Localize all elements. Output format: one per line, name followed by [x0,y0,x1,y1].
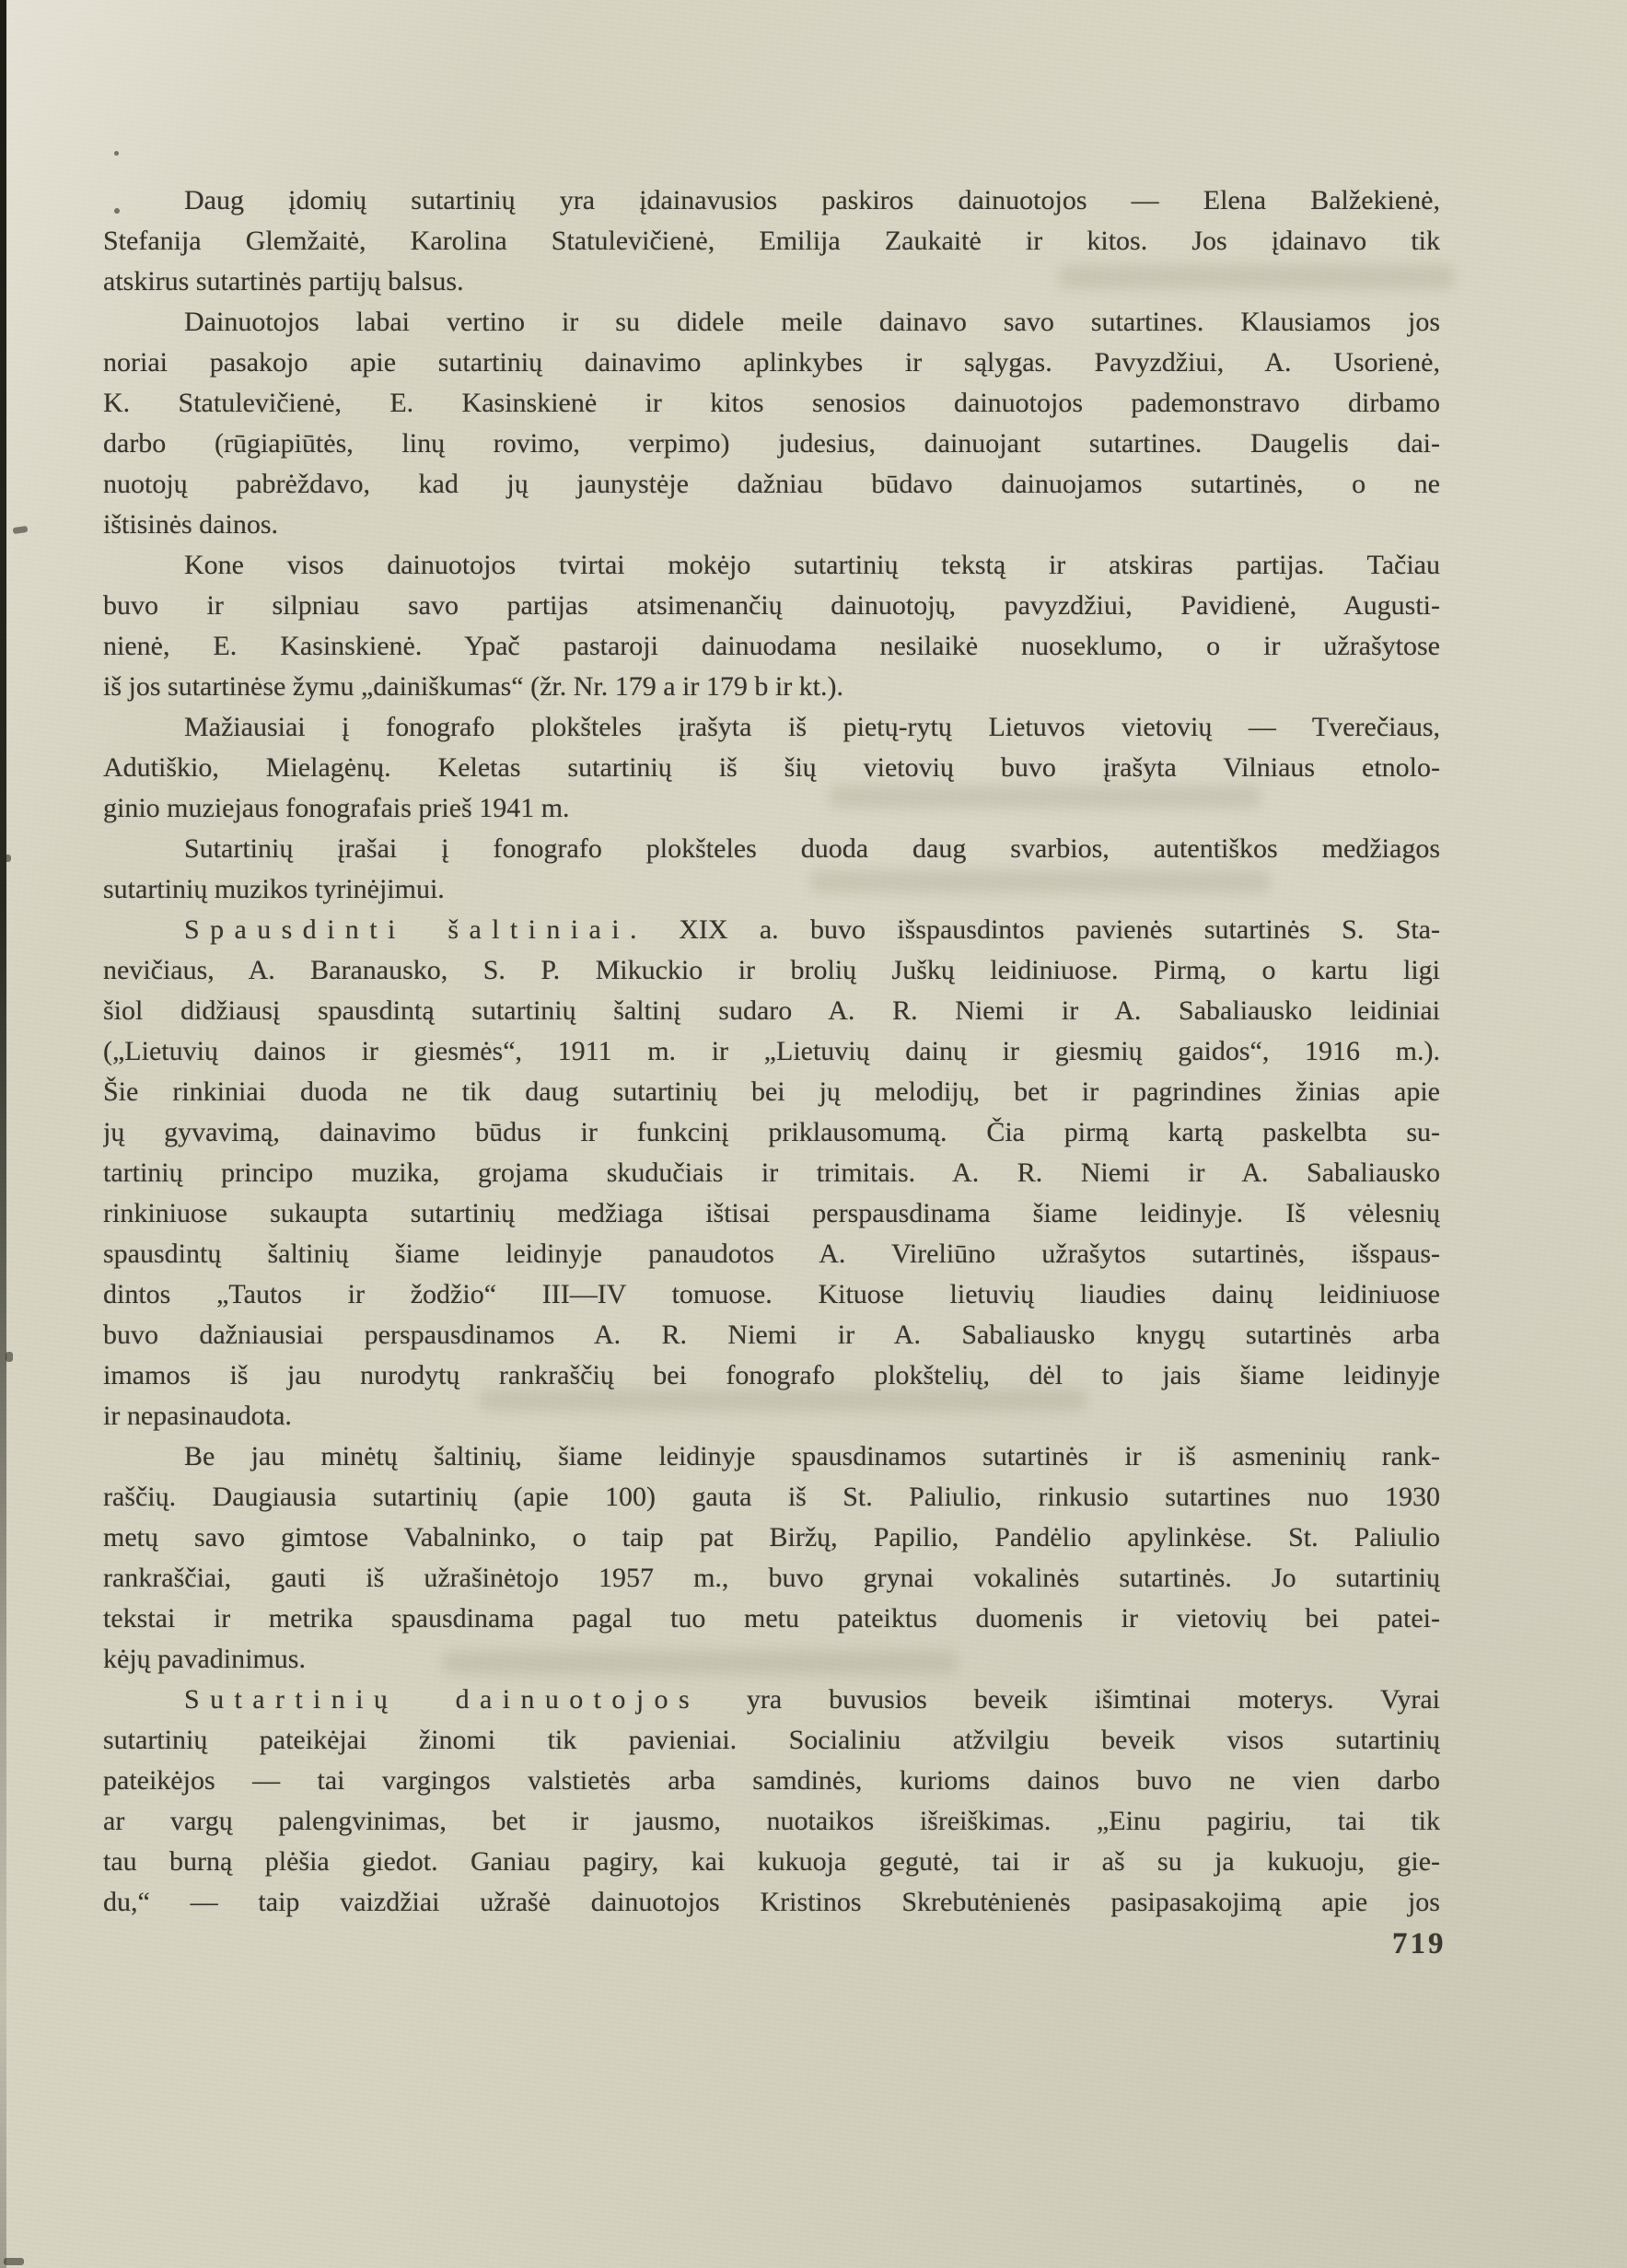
section-heading-line [103,1680,1440,1720]
text-line: jų gyvavimą, dainavimo būdus ir funkcinį priklausomumą. Čia pirmą kartą paskelbta su- [103,1117,1440,1147]
section-heading-line [103,910,1440,950]
text-line: ginio muziejaus fonografais prieš 1941 m. [103,793,570,823]
text-line: Dainuotojos labai vertino ir su didele meile dainavo savo sutartines. Klausiamos jos [184,307,1440,337]
text-line: imamos iš jau nurodytų rankraščių bei fonografo plokštelių, dėl to jais šiame leidinyje [103,1360,1440,1390]
scan-mark [4,2258,24,2265]
text-line: ištisinės dainos. [103,509,279,540]
text-line: Be jau minėtų šaltinių, šiame leidinyje spausdinamos sutartinės ir iš asmeninių rank- [184,1441,1440,1471]
text-line: Sutartinių įrašai į fonografo plokšteles duoda daug svarbios, autentiškos medžiagos [184,833,1440,864]
text-line: ar vargų palengvinimas, bet ir jausmo, nuotaikos išreiškimas. „Einu pagiriu, tai tik [103,1806,1440,1836]
text-line: šiol didžiausį spausdintą sutartinių šaltinį sudaro A. R. Niemi ir A. Sabaliausko leidiniai [103,995,1440,1026]
text-line: tekstai ir metrika spausdinama pagal tuo metu pateiktus duomenis ir vietovių bei patei- [103,1603,1440,1634]
text-line-rest: XIX a. buvo išspausdintos pavienės sutartinės S. Sta- [646,914,1440,945]
text-line: rankraščiai, gauti iš užrašinėtojo 1957 m., buvo grynai vokalinės sutartinės. Jo sutartinių [103,1563,1440,1593]
text-line: ir nepasinaudota. [103,1401,292,1431]
text-line: buvo dažniausiai perspausdinamos A. R. Niemi ir A. Sabaliausko knygų sutartinės arba [103,1320,1440,1350]
text-line: sutartinių muzikos tyrinėjimui. [103,874,445,904]
text-line: Adutiškio, Mielagėnų. Keletas sutartinių iš šių vietovių buvo įrašyta Vilniaus etnolo- [103,752,1440,783]
text-line: sutartinių pateikėjai žinomi tik pavieniai. Socialiniu atžvilgiu beveik visos sutartinių [103,1725,1440,1755]
section-heading: Spausdinti šaltiniai. [184,914,647,945]
text-line: tau burną plėšia giedot. Ganiau pagiry, kai kukuoja gegutė, tai ir aš su ja kukuoju, gie- [103,1846,1440,1877]
text-line-rest: yra buvusios beveik išimtinai moterys. Vyrai [700,1684,1440,1715]
scan-mark [6,1352,13,1362]
text-line: atskirus sutartinės partijų balsus. [103,266,464,297]
scan-mark [2,855,11,862]
section-heading: Sutartinių dainuotojos [184,1684,701,1715]
scan-edge-shadow [0,0,6,2268]
text-line: Kone visos dainuotojos tvirtai mokėjo sutartinių tekstą ir atskiras partijas. Tačiau [184,550,1440,580]
scan-speck [114,151,119,156]
text-line: Šie rinkiniai duoda ne tik daug sutartinių bei jų melodijų, bet ir pagrindines žinias apie [103,1076,1440,1107]
text-line: („Lietuvių dainos ir giesmės“, 1911 m. ir „Lietuvių dainų ir giesmių gaidos“, 1916 m.). [103,1036,1440,1066]
text-line: nevičiaus, A. Baranausko, S. P. Mikuckio ir brolių Juškų leidiniuose. Pirmą, o kartu ligi [103,955,1440,985]
text-line: rinkiniuose sukaupta sutartinių medžiaga ištisai perspausdinama šiame leidinyje. Iš vėlesnių [103,1198,1440,1228]
text-line: tartinių principo muzika, grojama skudučiais ir trimitais. A. R. Niemi ir A. Sabaliausko [103,1157,1440,1188]
text-line: kėjų pavadinimus. [103,1644,306,1674]
body-text [103,180,1440,1923]
text-line: darbo (rūgiapiūtės, linų rovimo, verpimo) judesius, dainuojant sutartines. Daugelis dai- [103,428,1440,459]
text-line: pateikėjos — tai vargingos valstietės arba samdinės, kurioms dainos buvo ne vien darbo [103,1765,1440,1796]
text-line: nienė, E. Kasinskienė. Ypač pastaroji dainuodama nesilaikė nuoseklumo, o ir užrašytose [103,631,1440,661]
text-line: du,“ — taip vaizdžiai užrašė dainuotojos Kristinos Skrebutėnienės pasipasakojimą apie jos [103,1887,1440,1917]
text-line: K. Statulevičienė, E. Kasinskienė ir kitos senosios dainuotojos pademonstravo dirbamo [103,388,1440,418]
page-number: 719 [1392,1927,1447,1960]
text-line: metų savo gimtose Vabalninko, o taip pat Biržų, Papilio, Pandėlio apylinkėse. St. Paliulio [103,1522,1440,1553]
text-line: spausdintų šaltinių šiame leidinyje panaudotos A. Vireliūno užrašytos sutartinės, išspaus- [103,1239,1440,1269]
text-line: Daug įdomių sutartinių yra įdainavusios paskiros dainuotojos — Elena Balžekienė, [184,185,1440,215]
text-line: iš jos sutartinėse žymu „dainiškumas“ (žr. Nr. 179 a ir 179 b ir kt.). [103,671,844,702]
text-line: Stefanija Glemžaitė, Karolina Statulevičienė, Emilija Zaukaitė ir kitos. Jos įdainavo tik [103,226,1440,256]
scan-mark [13,526,29,534]
text-line: raščių. Daugiausia sutartinių (apie 100) gauta iš St. Paliulio, rinkusio sutartines nuo 1930 [103,1482,1440,1512]
text-line: buvo ir silpniau savo partijas atsimenančių dainuotojų, pavyzdžiui, Pavidienė, Augusti- [103,590,1440,621]
text-line: dintos „Tautos ir žodžio“ III—IV tomuose. Kituose lietuvių liaudies dainų leidiniuose [103,1279,1440,1309]
text-line: Mažiausiai į fonografo plokšteles įrašyta iš pietų-rytų Lietuvos vietovių — Tverečiaus, [184,712,1440,742]
text-line: noriai pasakojo apie sutartinių dainavimo aplinkybes ir sąlygas. Pavyzdžiui, A. Usorienė, [103,347,1440,378]
text-line: nuotojų pabrėždavo, kad jų jaunystėje dažniau būdavo dainuojamos sutartinės, o ne [103,469,1440,499]
